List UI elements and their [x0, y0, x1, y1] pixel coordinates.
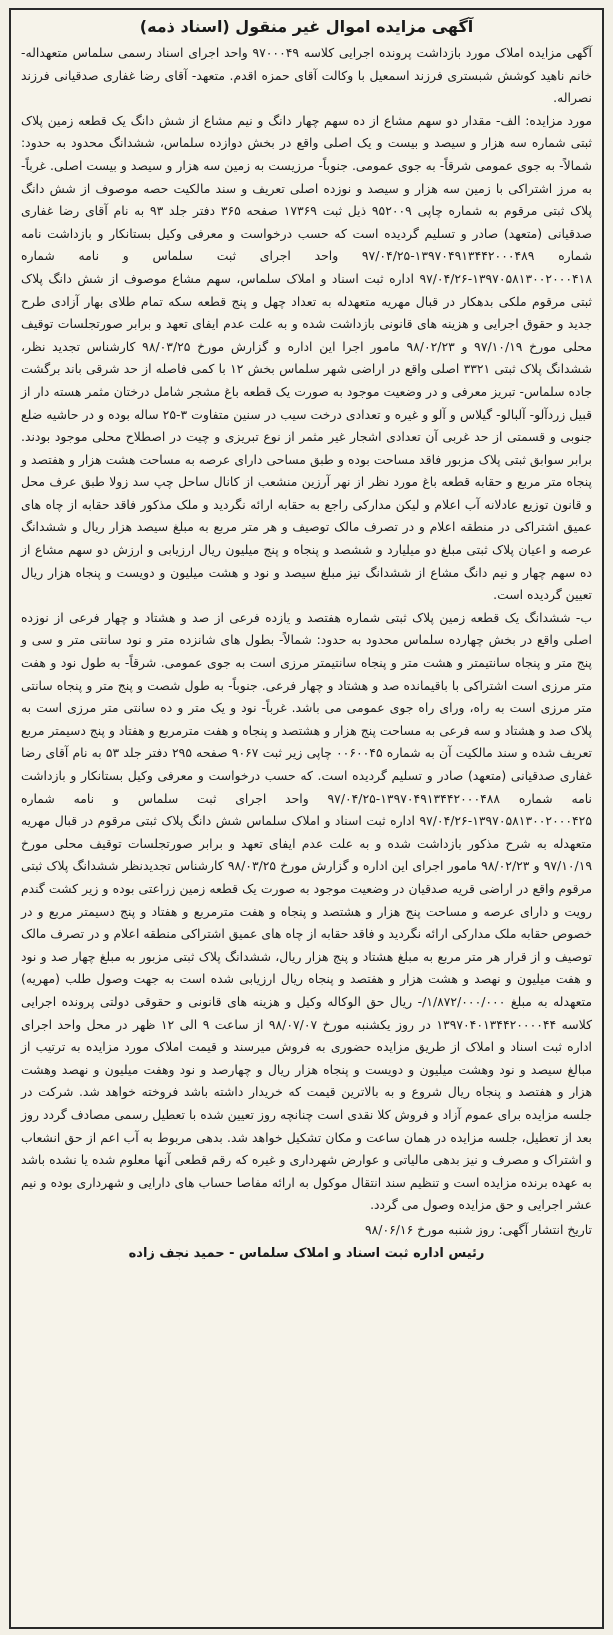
notice-frame	[9, 8, 604, 1629]
publish-date: تاریخ انتشار آگهی: روز شنبه مورخ ۹۸/۰۶/۱۶	[364, 1221, 592, 1237]
notice-body-item-b: ب- ششدانگ یک قطعه زمین پلاک ثبتی شماره هفتصد و یازده فرعی از صد و هشتاد و چهار فرعی از نوزده اصلی واقع در بخش چهارده سلماس محدود به حدود: شمالاً- بطول های شانزده متر و نود سانتی متر و سی و پنج متر و پنجاه سانتیمتر و هشت متر و پنجاه سانتیمتر مرزی است به جوی عمومی. شرقاً- به طول نود و هفت متر مرزی است اشتراکی با باقیمانده صد و هشتاد و چهار فرعی. جنوباً- به طول شصت و پنج متر و پنجاه سانتی متر مرزی است به راه، ورای راه جوی عمومی می باشد. غرباً- نود و یک متر و ده سانتی متر مرزی است به پلاک صد و هشتاد و سه فرعی به مساحت پنج هزار و هشتصد و پنجاه و هفت مترمربع و هفتاد و پنج دسیمتر مربع تعریف شده و سند مالکیت آن به شماره ۰۰۶۰۰۴۵ چاپی زیر ثبت ۹۰۶۷ صفحه ۲۹۵ دفتر جلد ۵۳ به نام آقای رضا غفاری صدقیانی (متعهد) صادر و تسلیم گردیده است. که حسب درخواست و معرفی وکیل بستانکار و بازداشت نامه شماره ۱۳۹۷۰۴۹۱۳۴۴۲۰۰۰۴۸۸-۹۷/۰۴/۲۵ واحد اجرای ثبت سلماس و نامه شماره ۱۳۹۷۰۵۸۱۳۰۰۲۰۰۰۴۲۵-۹۷/۰۴/۲۶ اداره ثبت اسناد و املاک سلماس شش دانگ پلاک ثبتی مرقوم در قبال مهریه متعهدله به شرح مذکور بازداشت شده و به علت عدم ایفای تعهد و برابر صورتجلسات توقیف محلی مورخ ۹۷/۱۰/۱۹ و ۹۸/۰۲/۲۳ مامور اجرای این اداره و گزارش مورخ ۹۸/۰۳/۲۵ کارشناس تجدیدنظر ششدانگ پلاک ثبتی مرقوم واقع در اراضی قریه صدقیان در وضعیت موجود به صورت یک قطعه زمین زراعتی بوده و زیر کشت گندم رویت و دارای عرصه و مساحت پنج هزار و هشتصد و پنجاه و هفت مترمربع و هفتاد و پنج دسیمتر مربع و در خصوص حقابه ملک مدارکی ارائه نگردید و فاقد حقابه از چاه های عمیق اشتراکی منطقه اعلام و در تصرف مالک توصیف و از قرار هر متر مربع به مبلغ هشتاد و پنج هزار ریال، ششدانگ پلاک ثبتی مزبور به مبلغ چهار صد و نود و هفت میلیون و نهصد و هشت هزار و هفتصد و پنجاه ریال ارزیابی شده است به جهت وصول طلب (مهریه) متعهدله به مبلغ ۱/۸۷۲/۰۰۰/۰۰۰/- ریال حق الوکاله وکیل و هزینه های قانونی و حقوقی دولتی پرونده اجرایی کلاسه ۱۳۹۷۰۴۰۱۳۴۴۲۰۰۰۰۴۴ در روز یکشنبه مورخ ۹۸/۰۷/۰۷ از ساعت ۹ الی ۱۲ ظهر در محل واحد اجرای اداره ثبت اسناد و املاک از طریق مزایده حضوری به فروش میرسند و قیمت املاک مورد مزایده به ترتیب از مبالغ سیصد و نود وهشت میلیون و دویست و پنجاه هزار ریال و چهارصد و نود وهفت میلیون و نهصد وهشت هزار و هفتصد و پنجاه ریال شروع و به بالاترین قیمت که خریدار داشته باشد فروخته خواهد شد. شرکت در جلسه مزایده برای عموم آزاد و فروش کلا نقدی است چنانچه روز تعیین شده با تعطیل رسمی مصادف گردد روز بعد از تعطیل، جلسه مزایده در همان ساعت و مکان تشکیل خواهد شد. بدهی مربوط به آب اعم از حق انشعاب و اشتراک و مصرف و نیز بدهی مالیاتی و عوارض شهرداری و غیره که رقم قطعی آنها معلوم شده یا نشده باشد به عهده برنده مزایده است و تنظیم سند انتقال موکول به ارائه مفاصا حساب های دارایی و شهرداری بوده و نیم عشر اجرایی و حق مزایده وصول می گردد.	[21, 609, 593, 1213]
notice-intro: آگهی مزایده املاک مورد بازداشت پرونده اجرایی کلاسه ۹۷۰۰۰۴۹ واحد اجرای اسناد رسمی سلماس متعهداله- خانم ناهید کوشش شبستری فرزند اسمعیل با وکالت آقای حمزه اقدم. متعهد- آقای رضا غفاری صدقیانی فرزند نصراله.	[21, 45, 592, 106]
notice-title: آگهی مزایده اموال غیر منقول (اسناد ذمه)	[139, 17, 474, 36]
signature-line: رئیس اداره ثبت اسناد و املاک سلماس - حمید نجف زاده	[128, 1245, 485, 1261]
notice-body-item-a: مورد مزایده: الف- مقدار دو سهم مشاع از ده سهم چهار دانگ و نیم مشاع از شش دانگ یک قطعه زمین پلاک ثبتی شماره سه هزار و سیصد و بیست و یک اصلی واقع در بخش دوازده سلماس، ششدانگ محدود به حدود: شمالاً- به جوی عمومی شرقاً- به جوی عمومی. جنوباً- مرزیست به زمین سه هزار و سیصد و بیست اصلی. غرباً- به مرز اشتراکی با زمین سه هزار و سیصد و نوزده اصلی تعریف و سند مالکیت حصه موصوف از شش دانگ پلاک ثبتی مرقوم به شماره چاپی ۹۵۲۰۰۹ ذیل ثبت ۱۷۳۶۹ صفحه ۳۶۵ دفتر جلد ۹۳ به نام آقای رضا غفاری صدقیانی (متعهد) صادر و تسلیم گردیده است که حسب درخواست و معرفی وکیل بستانکار و بازداشت نامه شماره ۱۳۹۷۰۴۹۱۳۴۴۲۰۰۰۴۸۹-۹۷/۰۴/۲۵ واحد اجرای ثبت سلماس و نامه شماره ۱۳۹۷۰۵۸۱۳۰۰۲۰۰۰۴۱۸-۹۷/۰۴/۲۶ اداره ثبت اسناد و املاک سلماس، سهم مشاع موصوف از شش دانگ پلاک ثبتی مرقوم ملکی بدهکار در قبال مهریه متعهدله به تعداد چهل و پنج قطعه سکه تمام طلای بهار آزادی طرح جدید و حقوق اجرایی و هزینه های قانونی بازداشت شده و به علت عدم ایفای تعهد و برابر صورتجلسات توقیف محلی مورخ ۹۷/۱۰/۱۹ و ۹۸/۰۲/۲۳ مامور اجرا این اداره و گزارش مورخ ۹۸/۰۳/۲۵ کارشناس تجدید نظر، ششدانگ پلاک ثبتی ۳۳۲۱ اصلی واقع در اراضی شهر سلماس بخش ۱۲ با کمی فاصله از حد شرقی باند برگشت جاده سلماس- تبریز معرفی و در وضعیت موجود به صورت یک قطعه باغ مشجر شامل درختان مثمر هسته دار از قبیل زردآلو- آلبالو- گیلاس و آلو و غیره و تعدادی درخت سیب در سنین متفاوت ۳-۲۵ ساله بوده و در حاشیه ضلع جنوبی و قسمتی از حد غربی آن تعدادی اشجار غیر مثمر از نوع تبریزی و چیت در اصطلاح محلی موجود بودند. برابر سوابق ثبتی پلاک مزبور فاقد مساحت بوده و طبق مساحی دارای عرصه به مساحت هشت هزار و هفتصد و پنجاه متر مربع و حقابه قطعه باغ مورد نظر از نهر آرزین منشعب از کانال ساحل چپ سد زولا طبق عرف محل و قانون توزیع عادلانه آب اعلام و لیکن مدارکی راجع به حقابه ارائه نگردید و ملک مذکور فاقد حقابه از چاه های عمیق اشتراکی در منطقه اعلام و در تصرف مالک توصیف و هر متر مربع به مبلغ سیصد هزار ریال و ششدانگ عرصه و اعیان پلاک ثبتی مبلغ دو میلیارد و ششصد و پنجاه و پنج میلیون ریال ارزیابی و ارزش دو سهم مشاع از ده سهم چهار و نیم دانگ مشاع از ششدانگ نیز مبلغ سیصد و نود و هشت میلیون و دویست و پنجاه هزار ریال تعیین گردیده است.	[21, 112, 593, 603]
